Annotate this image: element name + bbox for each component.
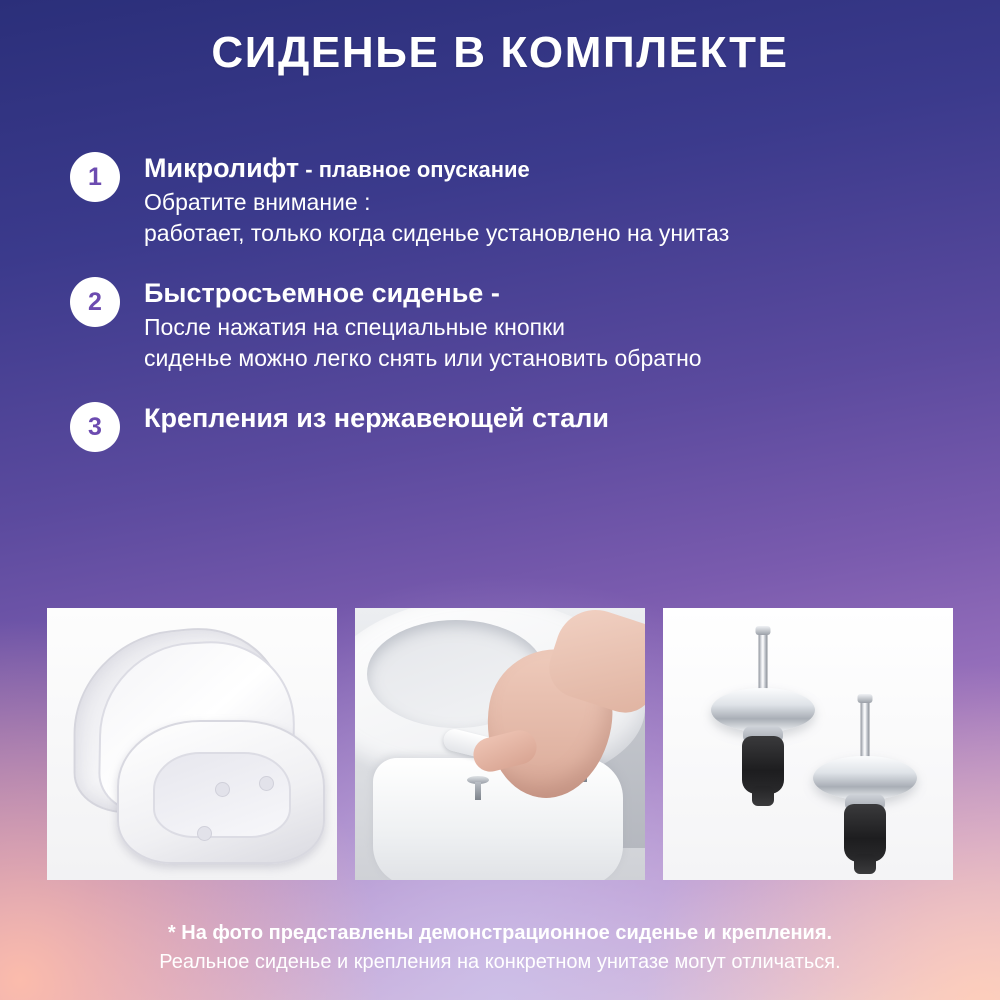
list-item-text [144,275,702,374]
fixing-pin [861,700,870,762]
seat-bumper-icon [259,776,274,791]
feature-headline-main: Крепления из нержавеющей стали [144,403,609,434]
steel-fixing-icon [805,700,925,880]
list-item [70,275,960,374]
toilet-seat-with-cover-photo [47,608,337,880]
feature-headline-main: Быстросъемное сиденье - [144,278,500,309]
badge-number-2: 2 [70,277,120,327]
list-item [70,400,960,452]
feature-headline [144,152,729,184]
fixing-rubber-plug [742,736,784,794]
list-item-text [144,150,729,249]
page-title: СИДЕНЬЕ В КОМПЛЕКТЕ [211,28,789,77]
fixing-bolt-icon [467,776,489,802]
list-item-text [144,400,609,437]
feature-headline [144,277,702,309]
photo-strip [47,608,953,880]
feature-subline-1: Обратите внимание : [144,189,371,216]
feature-headline-tail: - плавное опускание [299,157,530,182]
stainless-steel-fixings-photo [663,608,953,880]
badge-number-1: 1 [70,152,120,202]
feature-list [70,150,960,478]
seat-bumper-icon [197,826,212,841]
footnote-line-2: Реальное сиденье и крепления на конкретном унитазе могут отличаться. [159,950,841,973]
hand-installing-seat-photo [355,608,645,880]
feature-headline [144,402,609,434]
list-item [70,150,960,249]
feature-subline-2: работает, только когда сиденье установлено на унитаз [144,220,730,247]
seat-ring [117,720,325,864]
seat-bumper-icon [215,782,230,797]
fixing-pin [759,632,768,694]
feature-subline-1: После нажатия на специальные кнопки [144,314,565,341]
feature-subline-2: сиденье можно легко снять или установить обратно [144,345,702,372]
badge-number-3: 3 [70,402,120,452]
footnote-line-1: * На фото представлены демонстрационное сиденье и крепления. [167,922,833,945]
fixing-rubber-plug [844,804,886,862]
footnote [0,919,1000,976]
feature-headline-main: Микролифт [144,153,300,183]
